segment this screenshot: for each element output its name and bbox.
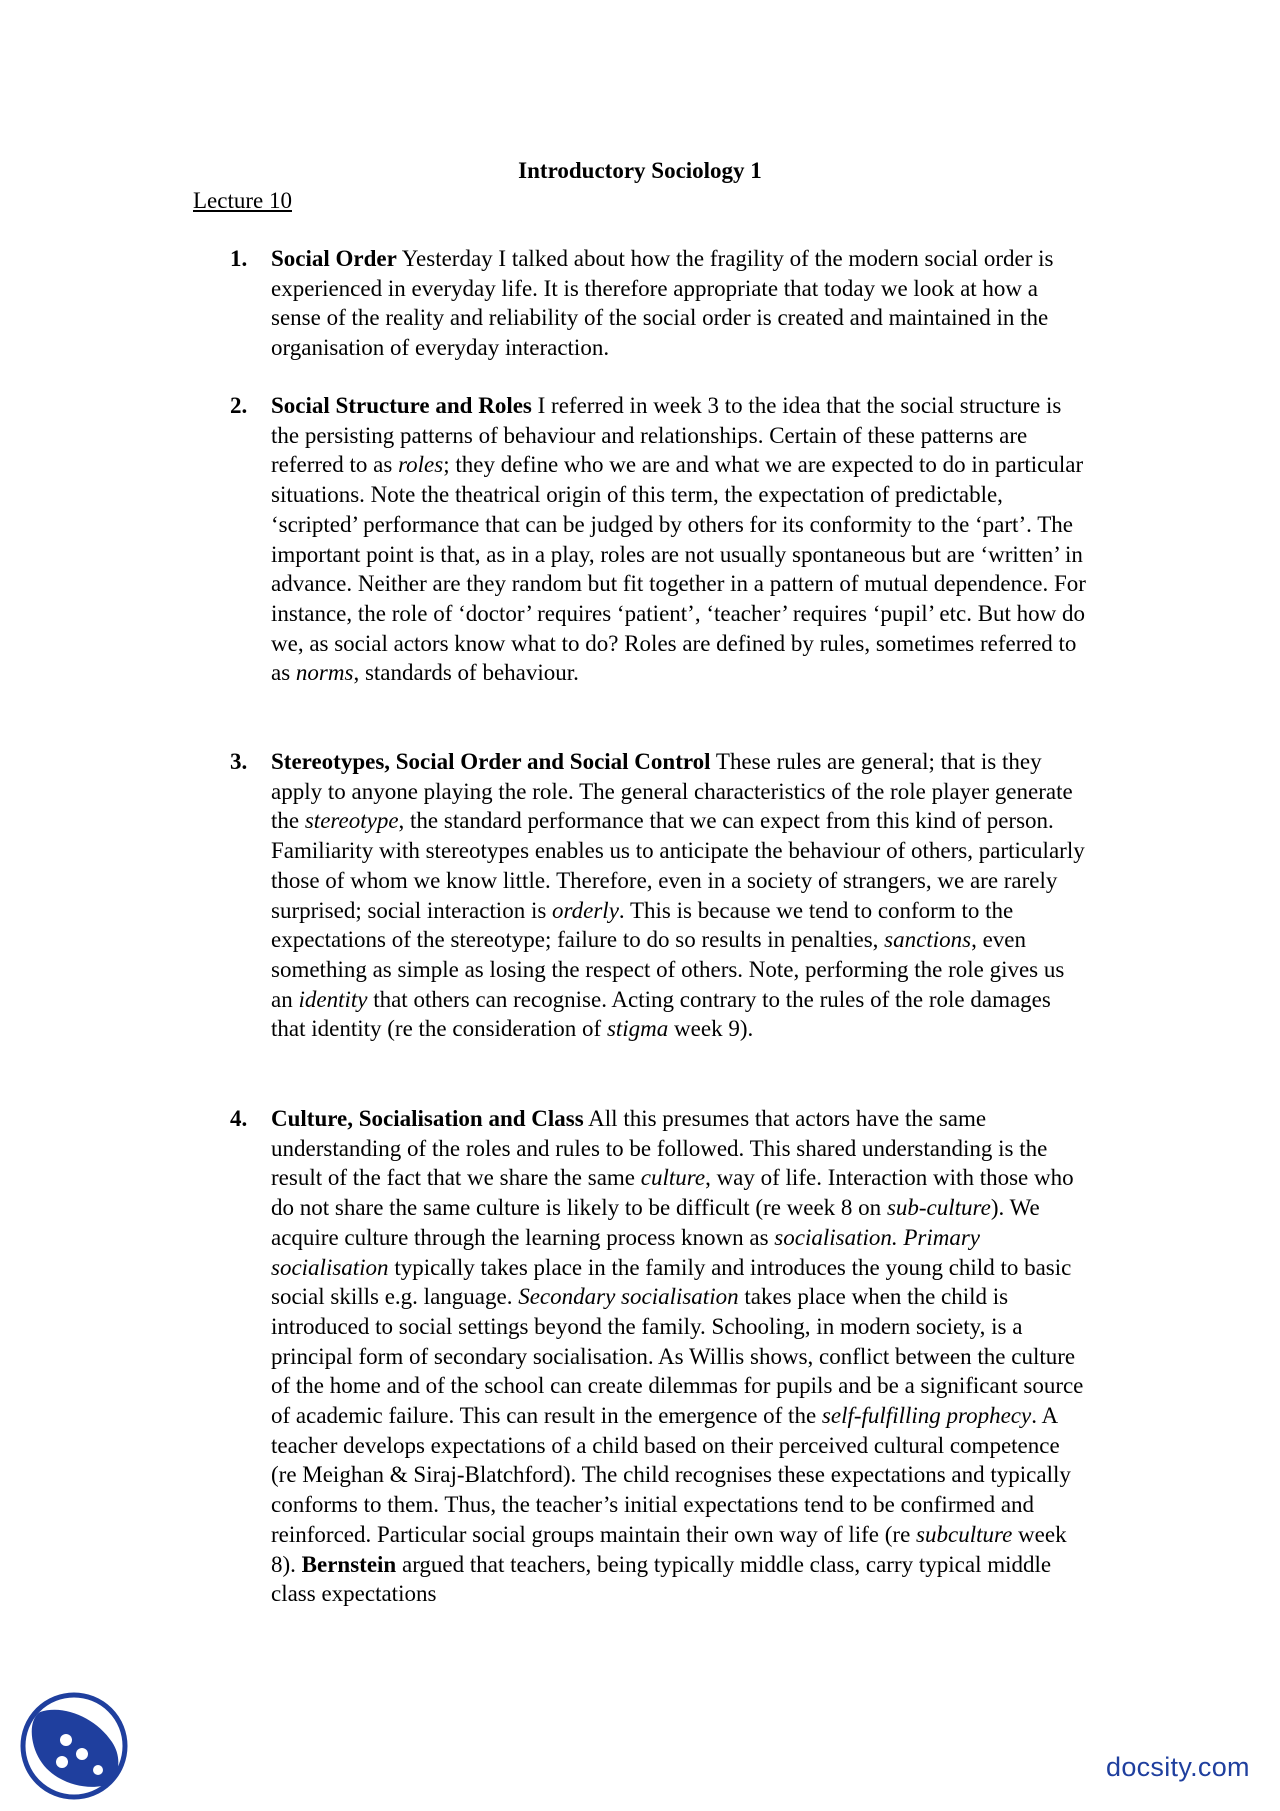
- emphasis-text: sub-culture: [886, 1195, 991, 1221]
- text-run: These rules are general; that is they apply to anyone playing the role. The general characteristics of the role player generate the: [271, 749, 1073, 834]
- text-run: I referred in week 3 to the idea that the social structure is the persisting patterns of behaviour and relationships. Certain of these patterns are referred to as: [271, 393, 1062, 478]
- list-item: [230, 244, 1090, 363]
- emphasis-text: identity: [298, 986, 368, 1012]
- text-run: week 9).: [668, 1016, 754, 1042]
- item-number: 2.: [230, 393, 248, 418]
- text-run: ; they define who we are and what we are expected to do in particular situations. Note the theatrical origin of this term, the expectation of predictable, ‘scripted’ performance that can be judged by others for its conformity to the ‘part’. The important point is that, as in a play, roles are not usually spontaneous but are ‘written’ in advance. Neither are they random but fit together in a pattern of mutual dependence. For instance, the role of ‘doctor’ requires ‘patient’, ‘teacher’ requires ‘pupil’ etc. But how do we, as social actors know what to do? Roles are defined by rules, sometimes referred to as: [271, 452, 1086, 686]
- emphasis-text: sanctions: [884, 927, 972, 953]
- item-heading: Stereotypes, Social Order and Social Control: [271, 749, 711, 774]
- text-run: , standards of behaviour.: [353, 660, 579, 686]
- docsity-watermark: docsity.com: [1106, 1752, 1250, 1782]
- text-run: . This is because we tend to conform to the expectations of the stereotype; failure to do so results in penalties,: [271, 897, 1014, 953]
- item-heading: Culture, Socialisation and Class: [271, 1106, 584, 1131]
- emphasis-text: stereotype: [304, 808, 399, 834]
- text-run: typically takes place in the family and introduces the young child to basic social skills e.g. language.: [271, 1254, 1072, 1310]
- text-run: . A teacher develops expectations of a child based on their perceived cultural competence (re Meighan & Siraj-Blatchford). The child recognises these expectations and typically conforms to them. Thus, the teacher’s initial expectations tend to be confirmed and reinforced. Particular social groups maintain their own way of life (re: [271, 1403, 1071, 1547]
- item-heading: Social Order: [271, 246, 397, 271]
- list-item: [230, 747, 1090, 1044]
- emphasis-text: stigma: [606, 1016, 669, 1042]
- item-text: [271, 747, 1090, 1044]
- text-run: week 8).: [271, 1521, 1067, 1577]
- bold-text: Bernstein: [301, 1551, 397, 1577]
- text-run: All this presumes that actors have the same understanding of the roles and rules to be followed. This shared understanding is the result of the fact that we share the same: [271, 1106, 1048, 1191]
- text-run: takes place when the child is introduced to social settings beyond the family. Schooling, in modern society, is a principal form of secondary socialisation. As Willis shows, conflict between the culture of the home and of the school can create dilemmas for pupils and be a significant source of academic failure. This can result in the emergence of the: [271, 1284, 1084, 1429]
- text-run: Yesterday I talked about how the fragility of the modern social order is experienced in everyday life. It is therefore appropriate that today we look at how a sense of the reality and reliability of the social order is created and maintained in the organisation of everyday interaction.: [271, 246, 1054, 361]
- text-run: , the standard performance that we can expect from this kind of person. Familiarity with stereotypes enables us to anticipate the behaviour of others, particularly those of whom we know little. Therefore, even in a society of strangers, we are rarely surprised; social interaction is: [271, 808, 1085, 923]
- emphasis-text: roles: [398, 452, 444, 478]
- text-run: ). We acquire culture through the learning process known as: [271, 1195, 1040, 1250]
- emphasis-text: subculture: [916, 1521, 1013, 1547]
- text-run: that others can recognise. Acting contrary to the rules of the role damages that identity (re the consideration of: [271, 986, 1051, 1042]
- item-number: 3.: [230, 749, 248, 774]
- item-text: [271, 391, 1090, 688]
- docsity-logo-icon: [18, 1690, 136, 1800]
- emphasis-text: culture: [640, 1165, 706, 1191]
- list-item: [230, 391, 1090, 688]
- emphasis-text: self-fulfilling prophecy: [821, 1403, 1032, 1429]
- emphasis-text: orderly: [552, 897, 619, 923]
- item-text: [271, 244, 1090, 363]
- document-title: Introductory Sociology 1: [518, 158, 762, 183]
- text-run: argued that teachers, being typically middle class, carry typical middle class expectations: [271, 1551, 1052, 1607]
- text-run: , way of life. Interaction with those who do not share the same culture is likely to be difficult (re week 8 on: [271, 1165, 1074, 1221]
- item-heading: Social Structure and Roles: [271, 393, 532, 418]
- emphasis-text: norms: [295, 660, 354, 686]
- emphasis-text: Secondary socialisation: [518, 1284, 739, 1310]
- item-number: 1.: [230, 246, 248, 271]
- list-item: [230, 1104, 1090, 1609]
- item-text: [271, 1104, 1090, 1609]
- item-number: 4.: [230, 1106, 248, 1131]
- text-run: , even something as simple as losing the respect of others. Note, performing the role gives us an: [271, 927, 1065, 1012]
- emphasis-text: socialisation. Primary socialisation: [271, 1224, 981, 1280]
- lecture-label: Lecture 10: [193, 188, 292, 213]
